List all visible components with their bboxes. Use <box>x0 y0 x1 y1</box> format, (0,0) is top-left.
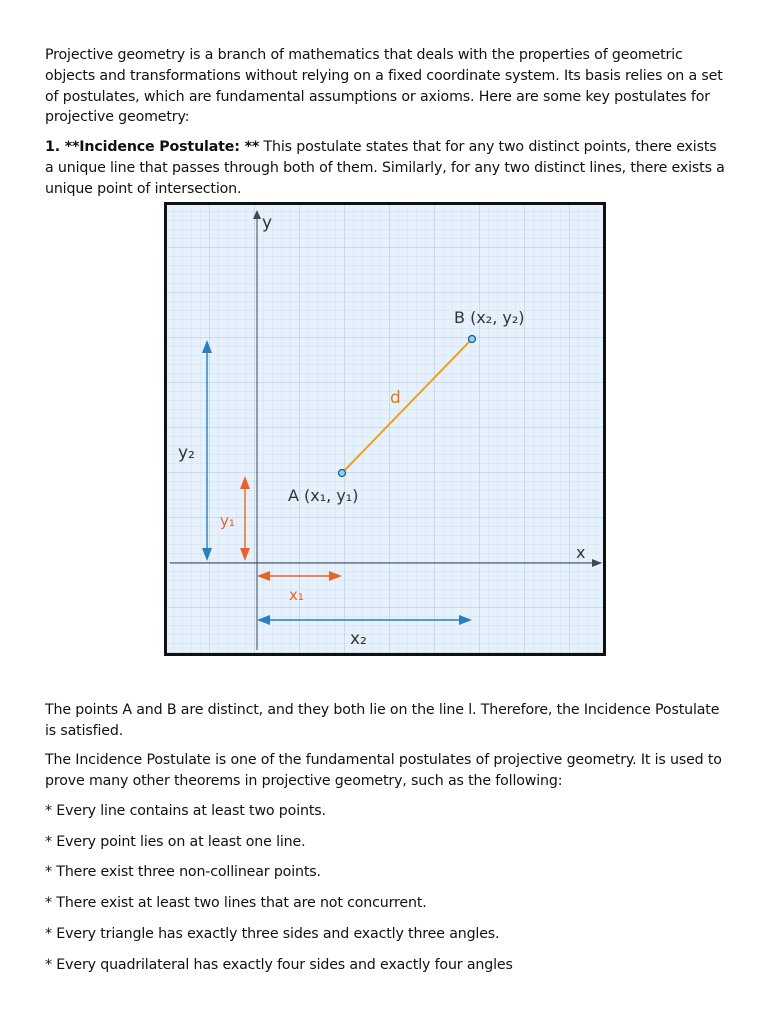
x-axis-label: x <box>576 543 586 562</box>
incidence-postulate-paragraph <box>45 137 725 199</box>
list-item: * There exist three non-collinear points. <box>45 864 321 880</box>
postulate-heading: 1. **Incidence Postulate: ** <box>45 139 260 155</box>
point-b-label: B (x₂, y₂) <box>454 308 525 327</box>
point-a-marker <box>339 470 346 477</box>
point-a-label: A (x₁, y₁) <box>288 486 359 505</box>
distance-diagram <box>164 202 606 656</box>
incidence-satisfied-paragraph: The points A and B are distinct, and they both lie on the line l. Therefore, the Incidence Postulate is satisfied. <box>45 702 720 739</box>
y1-label: y₁ <box>220 512 235 530</box>
list-item: * Every triangle has exactly three sides and exactly three angles. <box>45 926 500 942</box>
distance-label: d <box>390 388 401 408</box>
y2-label: y₂ <box>178 443 195 463</box>
y-axis-label: y <box>262 213 273 233</box>
x2-label: x₂ <box>350 629 367 649</box>
list-item: * There exist at least two lines that are not concurrent. <box>45 895 427 911</box>
list-item: * Every line contains at least two points. <box>45 803 326 819</box>
point-b-marker <box>469 336 476 343</box>
list-item: * Every quadrilateral has exactly four sides and exactly four angles <box>45 957 513 973</box>
intro-paragraph: Projective geometry is a branch of mathematics that deals with the properties of geometric objects and transformations without relying on a fixed coordinate system. Its basis relies on a set of postulates, which are fundamental assumptions or axioms. Here are some key postulates for projective geometry: <box>45 47 723 126</box>
x1-label: x₁ <box>289 586 304 604</box>
list-item: * Every point lies on at least one line. <box>45 834 306 850</box>
theorems-intro-paragraph: The Incidence Postulate is one of the fundamental postulates of projective geometry. It is used to prove many other theorems in projective geometry, such as the following: <box>45 752 722 789</box>
postulate-text: This postulate states that for any two distinct points, there exists a unique line that passes through both of them. Similarly, for any two distinct lines, there exists a unique point of intersection. <box>45 139 725 197</box>
